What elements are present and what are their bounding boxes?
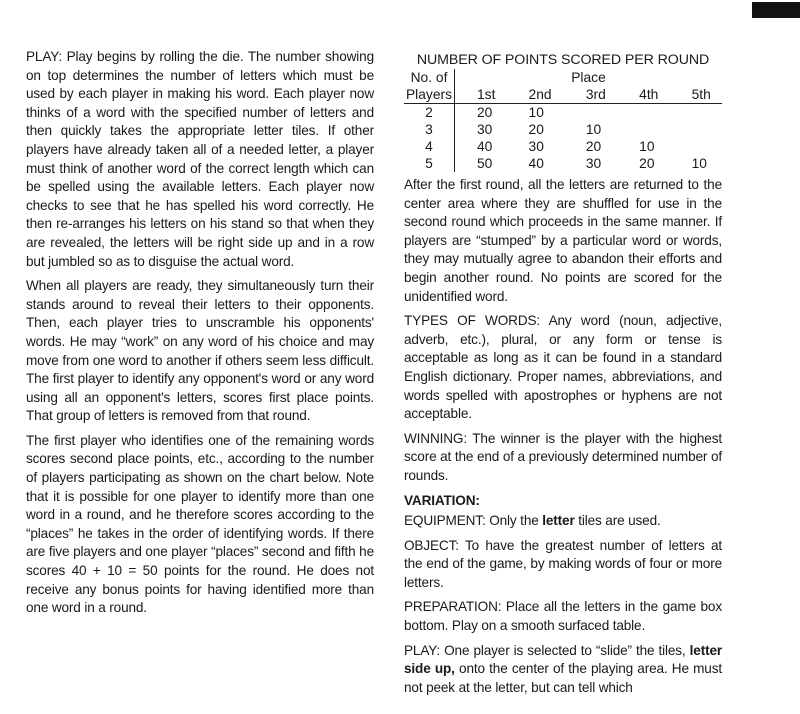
after-round-paragraph: After the first round, all the letters are returned to the center area where they are shuffled for use in the second round which proceeds in the same manner. If players are “stumped” by a particular word or words, they may mutually agree to abandon their efforts and begin another round. No points are scored for the unidentified word. bbox=[404, 177, 722, 304]
points-cell: 10 bbox=[528, 105, 544, 120]
points-cell: 20 bbox=[639, 156, 655, 171]
points-cell bbox=[670, 121, 722, 138]
equipment-text-a: EQUIPMENT: Only the bbox=[404, 513, 543, 529]
table-header-row-2 bbox=[404, 86, 722, 104]
table-row bbox=[404, 155, 722, 172]
header-place-4th: 4th bbox=[617, 86, 669, 104]
points-cell: 50 bbox=[477, 156, 493, 171]
header-place-5th: 5th bbox=[670, 86, 722, 104]
players-count: 3 bbox=[404, 121, 455, 138]
corner-scan-mark bbox=[752, 2, 800, 18]
points-table bbox=[404, 69, 722, 172]
scoring-paragraph: The first player who identifies one of the remaining words scores second place points, etc., according to the number of players participating as shown on the chart below. Note that it is possible for one player to identify more than one word in a round, and he therefore scores according to the “places” he takes in the order of identifying words. If there are five players and one player “places” second and fifth he scores 40 + 10 = 50 points for the round. He does not receive any bonus points for having identified more than one word in a round. bbox=[26, 432, 374, 616]
header-place-3rd: 3rd bbox=[564, 86, 617, 104]
points-cell bbox=[617, 104, 669, 122]
points-cell: 10 bbox=[639, 139, 655, 154]
equipment-text-c: tiles are used. bbox=[574, 513, 661, 529]
reveal-paragraph: When all players are ready, they simultaneously turn their stands around to reveal their letters to their opponents. Then, each player tries to unscramble his opponents' words. He may “work” on any word of his choice and may move from one word to another if others seem less difficult. The first player to identify any opponent's word or any word using all an opponent's letters, scores first place points. That group of letters is removed from that round. bbox=[26, 278, 374, 424]
play-rules-paragraph: PLAY: Play begins by rolling the die. The number showing on top determines the number of letters which must be used by each player in making his word. Each player now thinks of a word with the specified number of letters and then quickly takes the appropriate letter tiles. If other players have already taken all of a needed letter, a player must think of another word of the correct length which can be spelled using the available letters. Each player now checks to see that he has spelled his word correctly. He then re-arranges his letters on his stand so that when they are revealed, the letters will be right side up and in a row but jumbled so as to disguise the actual word. bbox=[26, 49, 374, 269]
points-cell: 30 bbox=[585, 156, 602, 171]
equipment-paragraph bbox=[404, 512, 722, 531]
play-text-c: onto the center of the playing area. He must not peek at the letter, but can tell which bbox=[404, 661, 722, 695]
points-cell: 10 bbox=[585, 122, 602, 137]
points-cell: 30 bbox=[477, 122, 493, 137]
winning-paragraph: WINNING: The winner is the player with the highest score at the end of a previously determined number of rounds. bbox=[404, 430, 722, 483]
play-variation-paragraph bbox=[404, 642, 722, 698]
left-column bbox=[26, 48, 374, 624]
points-cell: 20 bbox=[585, 139, 602, 154]
table-header-row-1 bbox=[404, 69, 722, 86]
equipment-text-bold: letter bbox=[542, 513, 575, 529]
types-of-words-paragraph: TYPES OF WORDS: Any word (noun, adjective, adverb, etc.), plural, or any form or tense is acceptable as long as it can be found in a standard English dictionary. Proper names, abbreviations, and words spelled with apostrophes or hyphens are not acceptable. bbox=[404, 313, 722, 422]
header-place: Place bbox=[571, 70, 606, 85]
points-cell bbox=[564, 104, 617, 122]
points-cell: 40 bbox=[477, 139, 493, 154]
header-place-1st: 1st bbox=[455, 86, 507, 104]
points-cell: 20 bbox=[528, 122, 544, 137]
points-cell: 10 bbox=[691, 156, 707, 171]
object-paragraph: OBJECT: To have the greatest number of letters at the end of the game, by making words of four or more letters. bbox=[404, 537, 722, 590]
points-cell bbox=[670, 104, 722, 122]
points-cell bbox=[617, 121, 669, 138]
players-count: 5 bbox=[404, 155, 455, 172]
variation-heading: VARIATION: bbox=[404, 492, 480, 508]
header-place-2nd: 2nd bbox=[507, 86, 564, 104]
points-cell: 40 bbox=[528, 156, 544, 171]
header-players: Players bbox=[404, 86, 455, 104]
header-no-of: No. of bbox=[404, 69, 455, 86]
preparation-paragraph: PREPARATION: Place all the letters in the game box bottom. Play on a smooth surfaced table. bbox=[404, 599, 722, 634]
points-table-title: NUMBER OF POINTS SCORED PER ROUND bbox=[416, 52, 710, 68]
table-row bbox=[404, 104, 722, 122]
table-row bbox=[404, 138, 722, 155]
points-cell bbox=[670, 138, 722, 155]
play-text-bold: letter side up, bbox=[404, 642, 722, 677]
players-count: 2 bbox=[404, 104, 455, 122]
players-count: 4 bbox=[404, 138, 455, 155]
points-cell: 30 bbox=[528, 139, 544, 154]
points-cell: 20 bbox=[477, 105, 493, 120]
play-text-a: PLAY: One player is selected to “slide” the tiles, bbox=[404, 642, 690, 658]
table-row bbox=[404, 121, 722, 138]
right-column bbox=[404, 52, 722, 703]
